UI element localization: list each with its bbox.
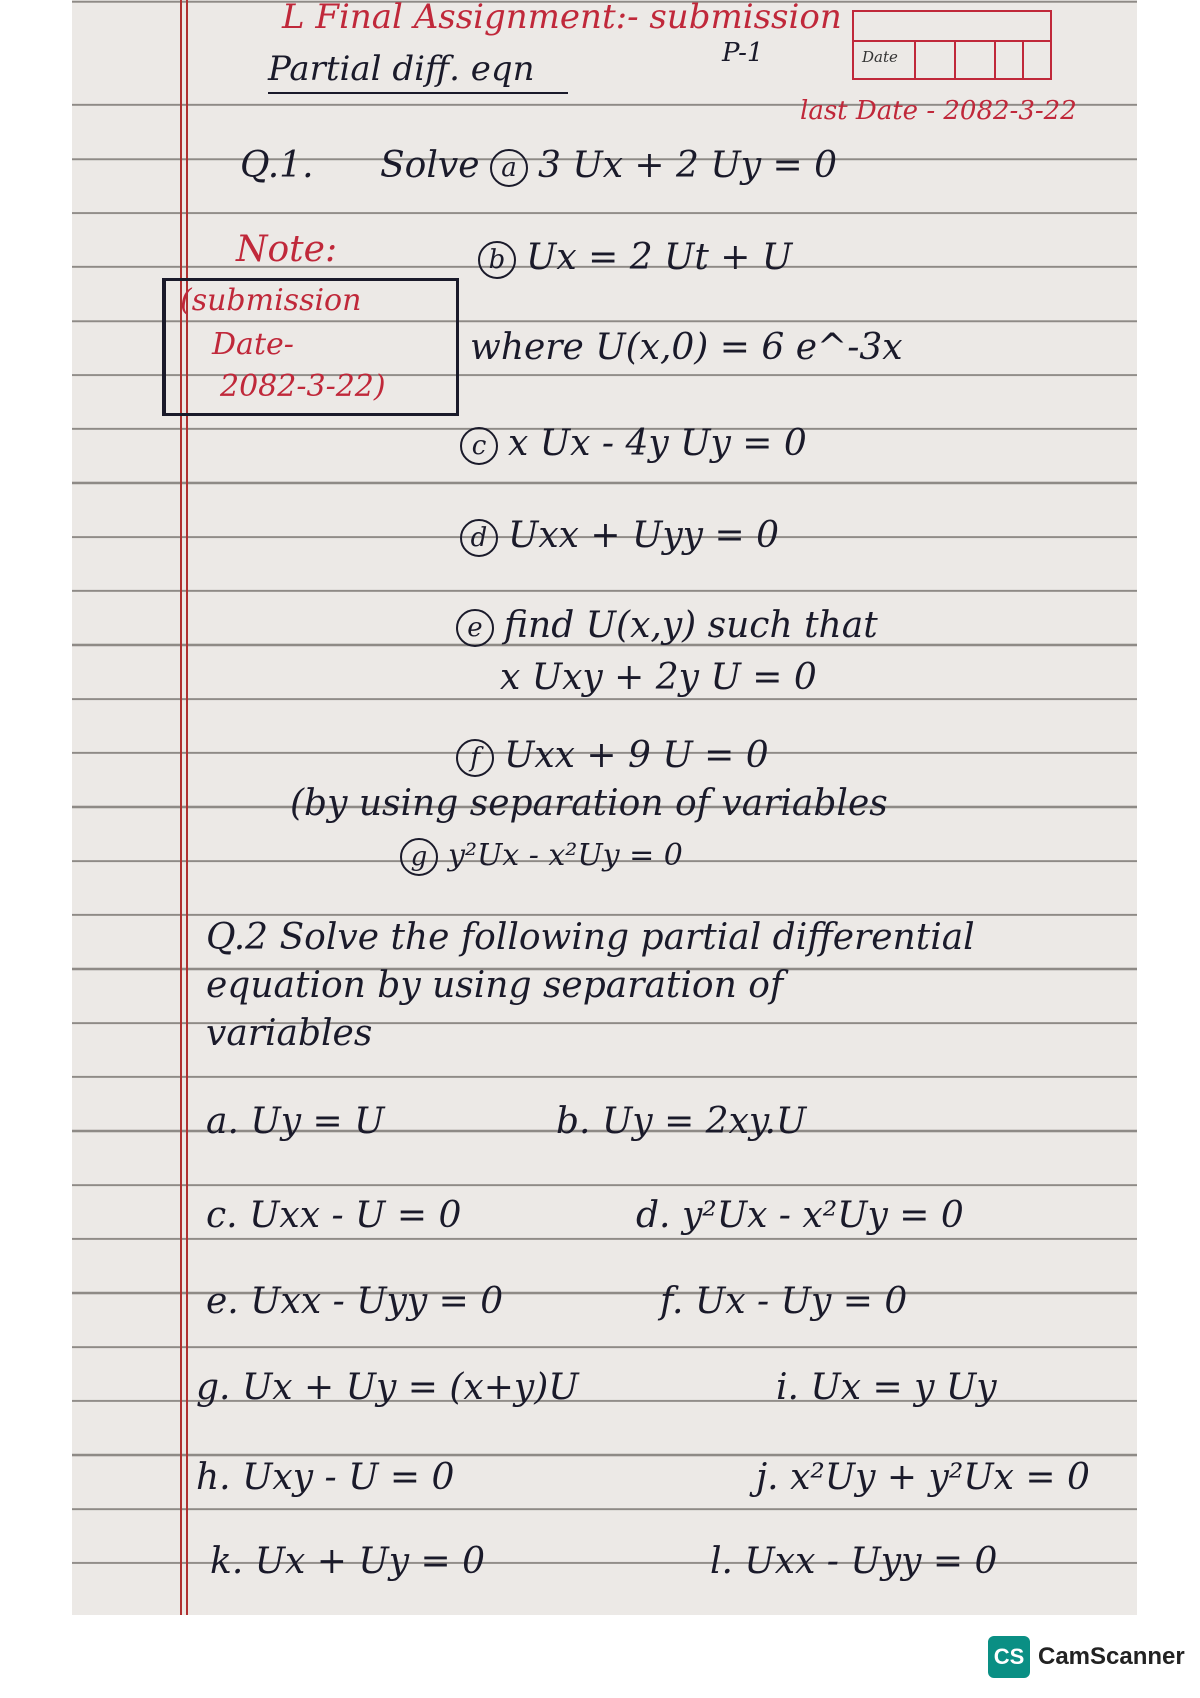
q1-label: Q.1.: [240, 145, 314, 186]
note-title: Note:: [236, 229, 338, 270]
camscanner-logo-icon: CS: [988, 1636, 1030, 1678]
item-label: i.: [776, 1367, 799, 1408]
margin-line: [180, 0, 182, 1615]
subject-title: Partial diff. eqn: [268, 49, 535, 89]
item-label: a.: [206, 1101, 239, 1142]
item-marker: d: [460, 519, 498, 557]
item-marker: f: [456, 739, 494, 777]
item-label: e.: [206, 1281, 239, 1322]
last-date: last Date - 2082-3-22: [800, 96, 1077, 126]
item-marker: g: [400, 838, 438, 876]
date-box: [852, 10, 1052, 80]
date-box-cell: [1022, 40, 1024, 78]
q2-item-b: [556, 1101, 807, 1142]
assignment-title: L Final Assignment:- submission: [282, 0, 842, 37]
equation: Ux - Uy = 0: [694, 1281, 908, 1322]
item-label: b.: [556, 1101, 591, 1142]
equation: x Ux - 4y Uy = 0: [508, 423, 807, 464]
equation: find U(x,y) such that: [504, 605, 878, 646]
q2-item-k: [210, 1541, 486, 1582]
item-marker: b: [478, 241, 516, 279]
q2-item-e: [206, 1281, 504, 1322]
item-label: f.: [660, 1281, 684, 1322]
item-label: d.: [636, 1195, 671, 1236]
item-marker: c: [460, 427, 498, 465]
q1-item-c: [460, 423, 807, 465]
q2-item-a: [206, 1101, 385, 1142]
q1-item-b-condition: where U(x,0) = 6 e^-3x: [470, 327, 903, 368]
q1-item-e: [456, 605, 878, 647]
item-marker: a: [490, 149, 528, 187]
item-label: k.: [210, 1541, 244, 1582]
equation: Uxx + Uyy = 0: [508, 515, 779, 556]
q2-item-g: [196, 1367, 579, 1408]
equation: Ux = y Uy: [810, 1367, 997, 1408]
equation: Uxy - U = 0: [242, 1457, 455, 1498]
date-box-label: Date: [862, 48, 898, 66]
date-box-cell: [914, 40, 916, 78]
note-line: Date-: [212, 327, 294, 362]
item-label: c.: [206, 1195, 238, 1236]
equation: y²Ux - x²Uy = 0: [448, 838, 683, 873]
q1-item-f-note: (by using separation of variables: [290, 783, 888, 824]
date-box-cell: [994, 40, 996, 78]
q2-item-l: [710, 1541, 998, 1582]
q2-item-h: [196, 1457, 455, 1498]
item-label: l.: [710, 1541, 733, 1582]
note-line: 2082-3-22): [220, 369, 386, 404]
q2-line: Q.2 Solve the following partial differential: [206, 917, 975, 958]
q1-item-e-equation: x Uxy + 2y U = 0: [500, 657, 817, 698]
q1-item-a: [490, 145, 838, 187]
q1-item-f: [456, 735, 769, 777]
q1-verb: Solve: [380, 145, 480, 186]
equation: Uxx - Uyy = 0: [250, 1281, 504, 1322]
equation: 3 Ux + 2 Uy = 0: [538, 145, 838, 186]
q2-item-d: [636, 1195, 964, 1236]
equation: Uxx - Uyy = 0: [744, 1541, 998, 1582]
margin-line: [186, 0, 188, 1615]
item-label: j.: [756, 1457, 779, 1498]
subject-underline: [268, 92, 568, 94]
equation: y²Ux - x²Uy = 0: [681, 1195, 964, 1236]
equation: Uy = 2xy.U: [601, 1101, 807, 1142]
date-box-divider: [854, 40, 1050, 42]
equation: Uxx + 9 U = 0: [504, 735, 769, 776]
equation: Ux + Uy = (x+y)U: [241, 1367, 579, 1408]
item-marker: e: [456, 609, 494, 647]
note-line: (submission: [180, 283, 362, 318]
q1-item-g: [400, 838, 683, 876]
q2-item-i: [776, 1367, 997, 1408]
equation: Ux + Uy = 0: [254, 1541, 486, 1582]
camscanner-watermark: [988, 1636, 1185, 1678]
date-box-cell: [954, 40, 956, 78]
camscanner-name: CamScanner: [1038, 1643, 1185, 1670]
item-label: g.: [196, 1367, 231, 1408]
q1-item-d: [460, 515, 779, 557]
q2-item-c: [206, 1195, 462, 1236]
q2-line: equation by using separation of: [206, 965, 784, 1006]
equation: x²Uy + y²Ux = 0: [790, 1457, 1090, 1498]
item-label: h.: [196, 1457, 231, 1498]
equation: Uy = U: [250, 1101, 385, 1142]
q2-item-f: [660, 1281, 908, 1322]
q2-line: variables: [206, 1013, 373, 1054]
q2-item-j: [756, 1457, 1090, 1498]
equation: Ux = 2 Ut + U: [526, 237, 793, 278]
equation: Uxx - U = 0: [249, 1195, 462, 1236]
q1-item-b: [478, 237, 793, 279]
page-label: P-1: [722, 38, 764, 68]
